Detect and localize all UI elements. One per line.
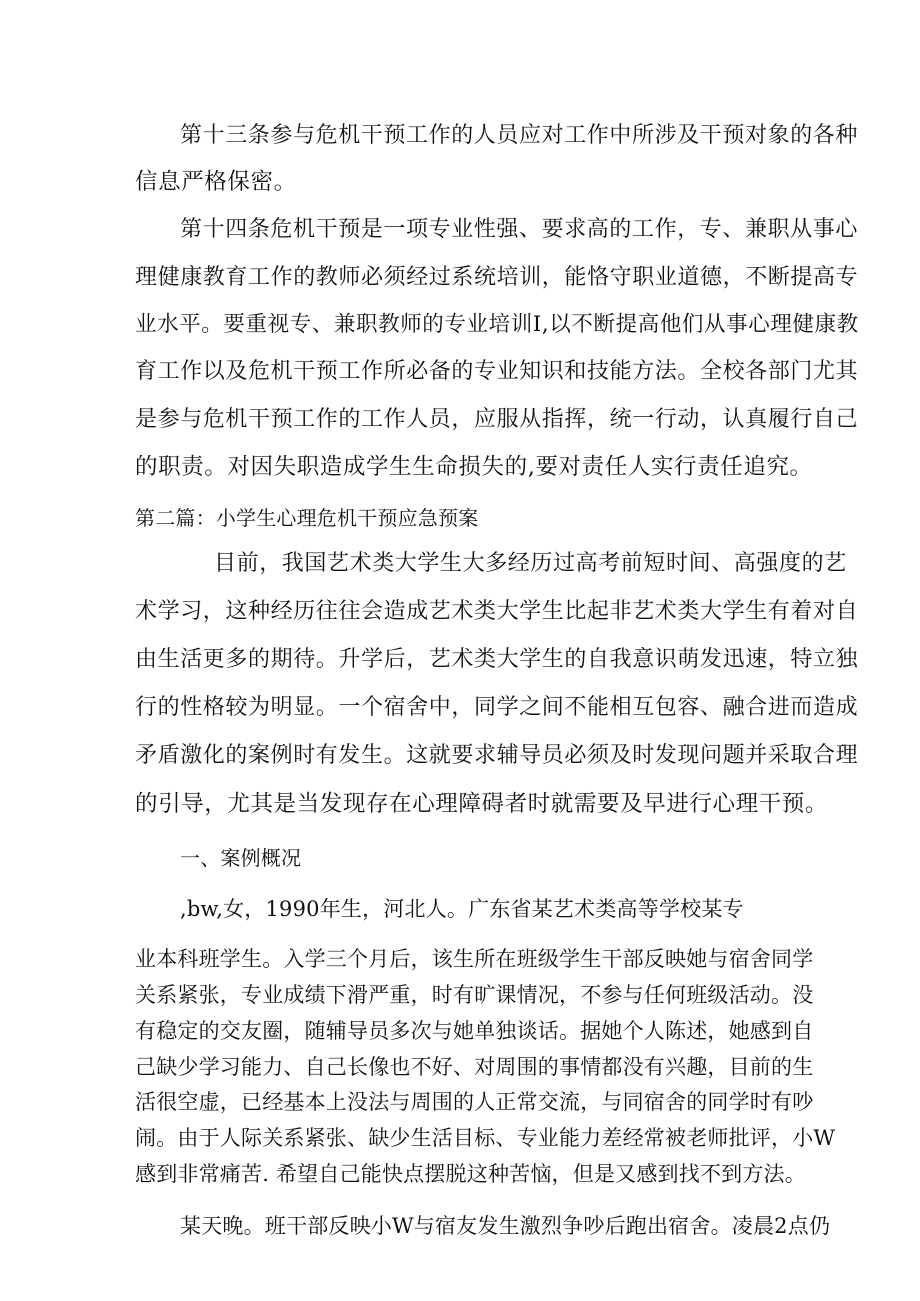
intro-line-5: 矛盾激化的案例时有发生。这就要求辅导员必须及时发现问题并采取合理 [135,743,859,768]
case-line-4: 己缺少学习能力、自己长像也不好、对周围的事情都没有兴趣，目前的生 [135,1055,814,1079]
intro-line-3: 由生活更多的期待。升学后，艺术类大学生的自我意识萌发迅速，特立独 [135,647,859,672]
intro-line-6: 的引导，尤其是当发现存在心理障碍者时就需要及早进行心理干预。 [135,791,829,817]
intro-line-2: 术学习，这种经历往往会造成艺术类大学生比起非艺术类大学生有着对自 [135,599,859,624]
art14-line-2: 理健康教育工作的教师必须经过系统培训，能恪守职业道德，不断提高专 [135,265,859,290]
case-line-6: 闹。由于人际关系紧张、缺少生活目标、专业能力差经常被老师批评，小W [135,1126,836,1150]
case-heading: 一、案例概况 [180,846,302,870]
intro-line-1: 目前，我国艺术类大学生大多经历过高考前短时间、高强度的艺 [214,551,847,576]
case-line-7: 感到非常痛苦. 希望自己能快点摆脱这种苦恼，但是又感到找不到方法。 [135,1162,806,1186]
case-line-1: 业本科班学生。入学三个月后，该生所在班级学生干部反映她与宿舍同学 [135,947,814,971]
case-line-2: 关系紧张，专业成绩下滑严重，时有旷课情况，不参与任何班级活动。没 [135,983,814,1007]
art13-line-1: 第十三条参与危机干预工作的人员应对工作中所涉及干预对象的各种 [180,123,859,148]
art14-line-6: 的职责。对因失职造成学生生命损失的,要对责任人实行责任追究。 [135,454,813,480]
case-line-3: 有稳定的交友圈，随辅导员多次与她单独谈话。据她个人陈述，她感到自 [135,1019,814,1043]
last-line: 某天晚。班干部反映小W与宿友发生激烈争吵后跑出宿舍。凌晨2点仍 [180,1214,831,1238]
art13-line-2: 信息严格保密。 [135,169,297,195]
art14-line-3: 业水平。要重视专、兼职教师的专业培训I,以不断提高他们从事心理健康教 [135,312,859,337]
art14-line-4: 育工作以及危机干预工作所必备的专业知识和技能方法。全校各部门尤其 [135,359,859,384]
case-line-5: 活很空虚，已经基本上没法与周围的人正常交流，与同宿舍的同学时有吵 [135,1090,814,1114]
art14-line-1: 第十四条危机干预是一项专业性强、要求高的工作，专、兼职从事心 [180,217,859,242]
intro-line-4: 行的性格较为明显。一个宿舍中，同学之间不能相互包容、融合进而造成 [135,695,859,720]
art14-line-5: 是参与危机干预工作的工作人员，应服从指挥，统一行动，认真履行自己 [135,407,859,432]
section-2-title: 第二篇：小学生心理危机干预应急预案 [135,506,479,530]
case-first-line: ,bw,女，1990年生，河北人。广东省某艺术类高等学校某专 [180,897,744,921]
